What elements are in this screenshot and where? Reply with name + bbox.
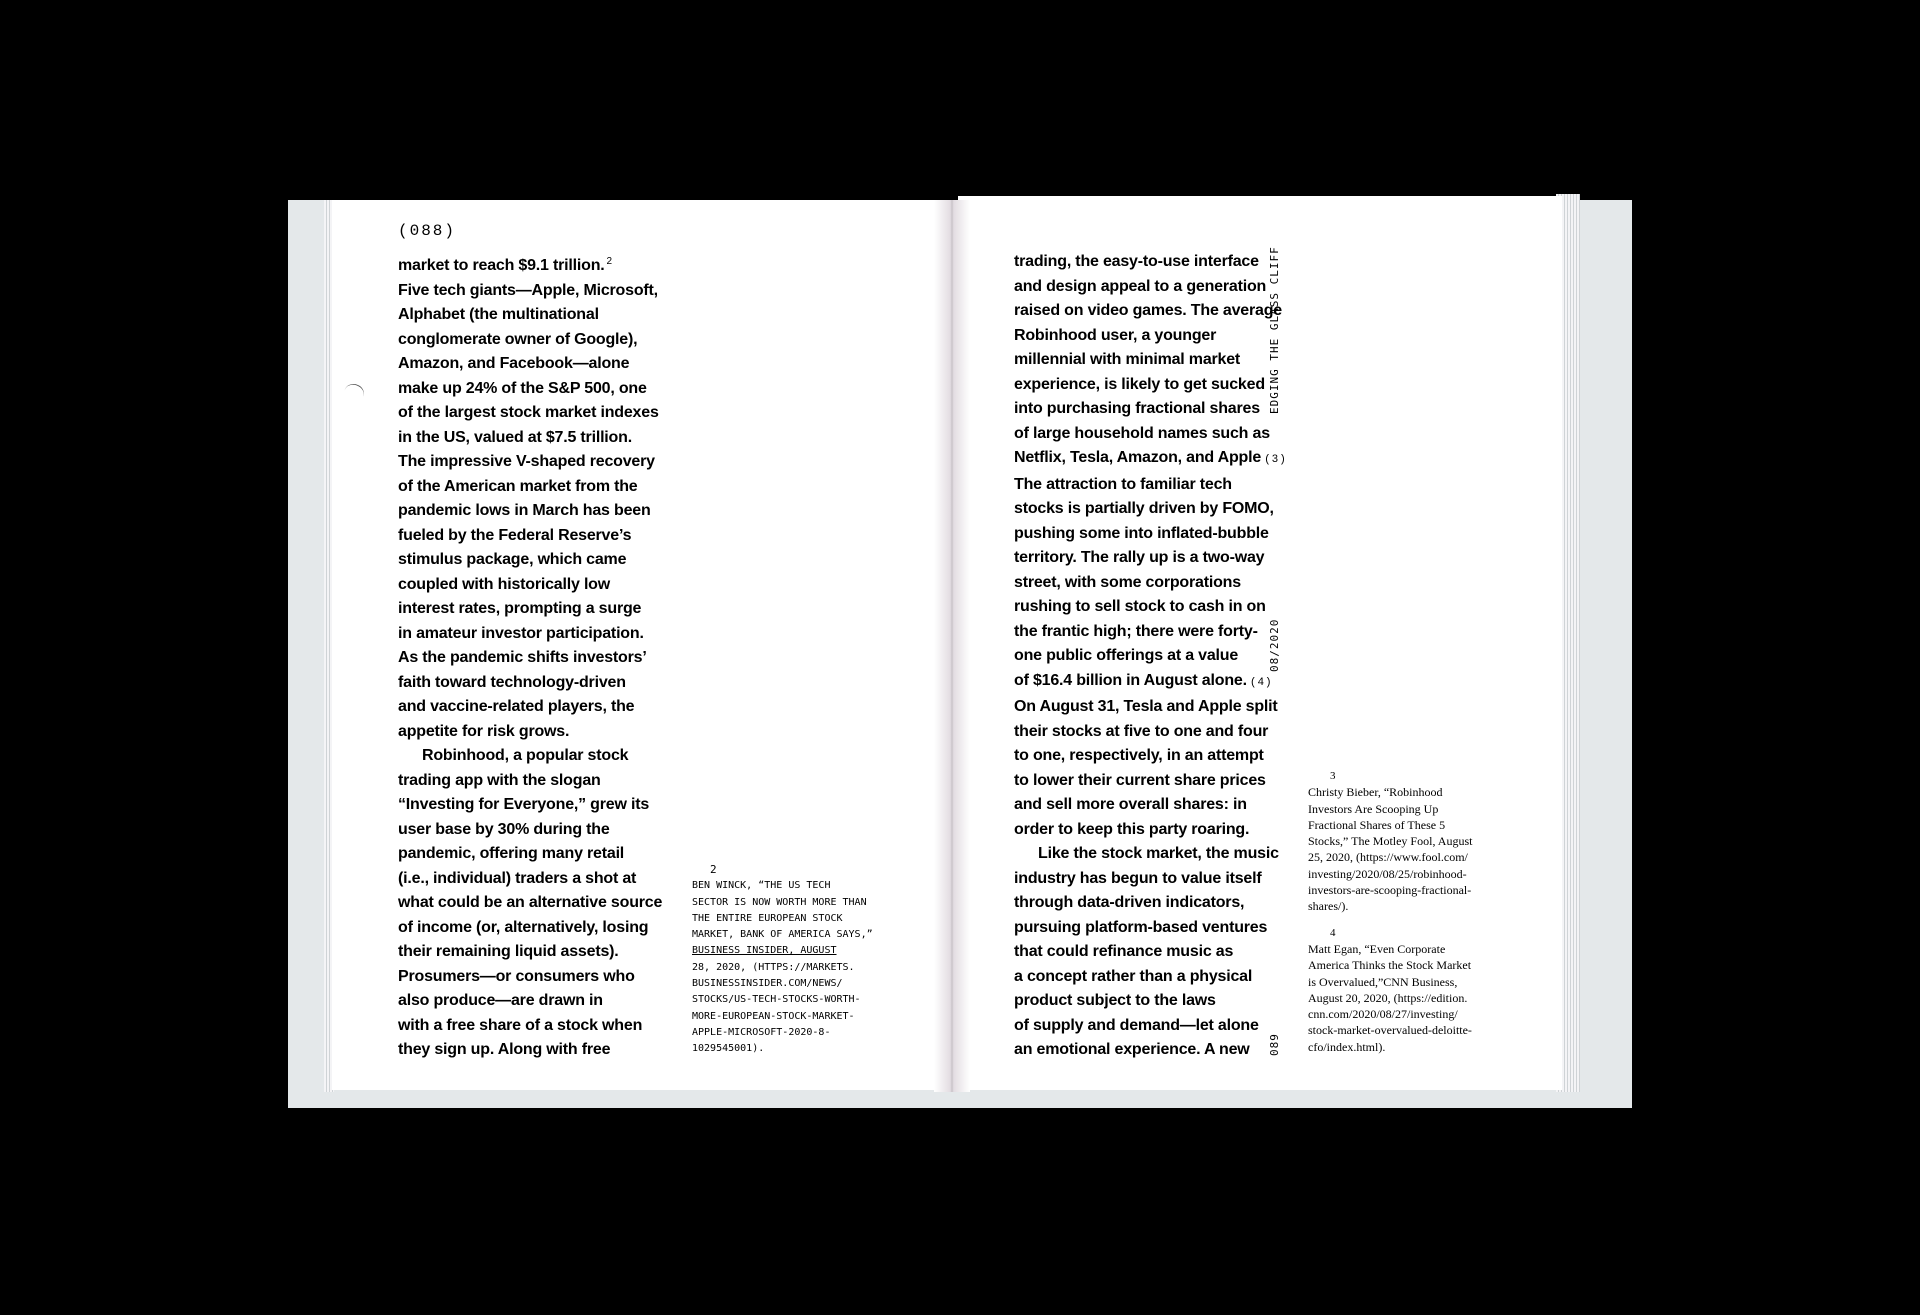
text-line: Five tech giants—Apple, Microsoft, xyxy=(398,281,658,299)
text-line: industry has begun to value itself xyxy=(1014,869,1262,887)
text-line: Amazon, and Facebook—alone xyxy=(398,355,630,372)
footnote-marker: (4) xyxy=(1249,676,1273,689)
text-line: of the largest stock market indexes xyxy=(398,404,659,421)
text-line: experience, is likely to get sucked xyxy=(1014,375,1265,393)
text-line: coupled with historically low xyxy=(398,575,611,593)
footnote-line: 28, 2020, (HTTPS://MARKETS. xyxy=(692,961,855,973)
page-number: (088) xyxy=(398,222,457,240)
text-line: what could be an alternative source xyxy=(398,894,663,911)
text-line: product subject to the laws xyxy=(1014,992,1216,1009)
text-line: As the pandemic shifts investors’ xyxy=(398,649,647,666)
footnote-line: BEN WINCK, “THE US TECH xyxy=(692,880,831,892)
text-line: (i.e., individual) traders a shot at xyxy=(398,869,637,887)
text-line: conglomerate owner of Google), xyxy=(398,330,638,348)
text-line: interest rates, prompting a surge xyxy=(398,600,642,617)
footnote-line: Matt Egan, “Even Corporate xyxy=(1308,941,1446,956)
text-line: The attraction to familiar tech xyxy=(1014,475,1232,493)
page-number-right: 089 xyxy=(1268,1033,1281,1056)
text-line: with a free share of a stock when xyxy=(398,1016,643,1034)
footnote-line: August 20, 2020, (https://edition. xyxy=(1308,990,1468,1005)
text-line: their stocks at five to one and four xyxy=(1014,722,1269,740)
footnote-line: Stocks,” The Motley Fool, August xyxy=(1308,834,1473,849)
text-line: of $16.4 billion in August alone. (4) xyxy=(1014,671,1273,689)
text-line: Like the stock market, the music xyxy=(1038,845,1279,862)
footnote-line: stock-market-overvalued-deloitte- xyxy=(1308,1023,1472,1038)
footnotes-right xyxy=(1308,768,1538,1055)
text-line: millennial with minimal market xyxy=(1014,351,1241,368)
footnote-line: Christy Bieber, “Robinhood xyxy=(1308,785,1443,800)
text-line: to one, respectively, in an attempt xyxy=(1014,747,1264,764)
text-line: to lower their current share prices xyxy=(1014,771,1266,789)
text-line: into purchasing fractional shares xyxy=(1014,400,1260,417)
text-line: market to reach $9.1 trillion. $^2$ xyxy=(398,256,612,274)
text-line: street, with some corporations xyxy=(1014,573,1241,591)
text-line: “Investing for Everyone,” grew its xyxy=(398,796,650,813)
text-line: user base by 30% during the xyxy=(398,820,610,838)
text-line: fueled by the Federal Reserve’s xyxy=(398,526,632,544)
footnote-line: America Thinks the Stock Market xyxy=(1308,958,1472,973)
text-line: order to keep this party roaring. xyxy=(1014,820,1250,838)
text-line: stimulus package, which came xyxy=(398,551,627,568)
text-line: they sign up. Along with free xyxy=(398,1041,611,1058)
footnote-number: 2 xyxy=(710,863,717,876)
footnote-marker: 2 xyxy=(606,256,612,267)
footnote-line: 25, 2020, (https://www.fool.com/ xyxy=(1308,850,1468,865)
footnote-line: THE ENTIRE EUROPEAN STOCK xyxy=(692,912,843,924)
text-line: pushing some into inflated-bubble xyxy=(1014,524,1269,542)
footnote-line: cfo/index.html). xyxy=(1308,1039,1386,1054)
footnote-line: BUSINESSINSIDER.COM/NEWS/ xyxy=(692,978,843,990)
book-gutter xyxy=(934,200,970,1092)
footnote-marker: (3) xyxy=(1264,454,1287,466)
text-line: also produce—are drawn in xyxy=(398,992,603,1009)
footnote-line: investors-are-scooping-fractional- xyxy=(1308,883,1472,898)
footnote-line: Fractional Shares of These 5 xyxy=(1308,817,1446,832)
text-line: of the American market from the xyxy=(398,477,638,495)
text-line: their remaining liquid assets). xyxy=(398,943,619,960)
text-line: stocks is partially driven by FOMO, xyxy=(1014,500,1274,517)
text-line: The impressive V-shaped recovery xyxy=(398,453,655,470)
text-line: a concept rather than a physical xyxy=(1014,967,1253,985)
footnote-2 xyxy=(692,862,922,1058)
text-line: the frantic high; there were forty- xyxy=(1014,622,1258,640)
text-line: through data-driven indicators, xyxy=(1014,894,1245,911)
footnote-line: cnn.com/2020/08/27/investing/ xyxy=(1308,1007,1458,1022)
text-line: an emotional experience. A new xyxy=(1014,1041,1250,1058)
left-body-text xyxy=(398,250,678,1063)
running-title: EDGING THE GLASS CLIFF xyxy=(1268,246,1281,414)
right-body-text xyxy=(1014,250,1296,1063)
text-line: and sell more overall shares: in xyxy=(1014,796,1247,813)
text-line: Netflix, Tesla, Amazon, and Apple (3) xyxy=(1014,449,1287,466)
text-line: On August 31, Tesla and Apple split xyxy=(1014,698,1278,715)
text-line: one public offerings at a value xyxy=(1014,647,1239,664)
footnote-line: MARKET, BANK OF AMERICA SAYS,” xyxy=(692,929,873,941)
footnote-line: is Overvalued,”CNN Business, xyxy=(1308,974,1458,989)
text-line: pursuing platform-based ventures xyxy=(1014,918,1268,936)
text-line: appetite for risk grows. xyxy=(398,722,570,740)
text-line: territory. The rally up is a two-way xyxy=(1014,549,1265,566)
footnote-line: SECTOR IS NOW WORTH MORE THAN xyxy=(692,896,867,908)
footnote-line: shares/). xyxy=(1308,899,1349,914)
text-line: of large household names such as xyxy=(1014,424,1270,442)
text-line: in the US, valued at $7.5 trillion. xyxy=(398,428,632,446)
text-line: faith toward technology-driven xyxy=(398,673,626,691)
text-line: of income (or, alternatively, losing xyxy=(398,918,649,936)
text-line: rushing to sell stock to cash in on xyxy=(1014,598,1266,615)
footnote-number: 3 xyxy=(1330,770,1336,782)
text-line: that could refinance music as xyxy=(1014,943,1234,960)
text-line: in amateur investor participation. xyxy=(398,624,644,642)
text-line: of supply and demand—let alone xyxy=(1014,1016,1259,1034)
text-line: pandemic, offering many retail xyxy=(398,845,625,862)
footnote-line: MORE-EUROPEAN-STOCK-MARKET- xyxy=(692,1010,855,1022)
running-date: 08/2020 xyxy=(1268,618,1281,672)
footnote-line: Investors Are Scooping Up xyxy=(1308,801,1439,816)
footnote-number: 4 xyxy=(1330,926,1336,939)
text-line: pandemic lows in March has been xyxy=(398,502,651,519)
footnote-line: investing/2020/08/25/robinhood- xyxy=(1308,866,1467,881)
footnote-line: BUSINESS INSIDER, AUGUST xyxy=(692,945,837,957)
text-line: Prosumers—or consumers who xyxy=(398,967,635,985)
text-line: trading app with the slogan xyxy=(398,771,601,789)
footnote-line: 1029545001). xyxy=(692,1043,765,1055)
footnote-line: APPLE-MICROSOFT-2020-8- xyxy=(692,1026,831,1038)
text-line: and vaccine-related players, the xyxy=(398,698,635,715)
text-line: make up 24% of the S&P 500, one xyxy=(398,379,647,397)
text-line: Robinhood, a popular stock xyxy=(422,747,629,764)
text-line: raised on video games. The average xyxy=(1014,302,1282,319)
text-line: trading, the easy-to-use interface xyxy=(1014,253,1259,270)
text-line: Alphabet (the multinational xyxy=(398,306,599,323)
footnote-line: STOCKS/US-TECH-STOCKS-WORTH- xyxy=(692,994,861,1006)
text-line: Robinhood user, a younger xyxy=(1014,326,1217,344)
text-line: and design appeal to a generation xyxy=(1014,277,1267,295)
